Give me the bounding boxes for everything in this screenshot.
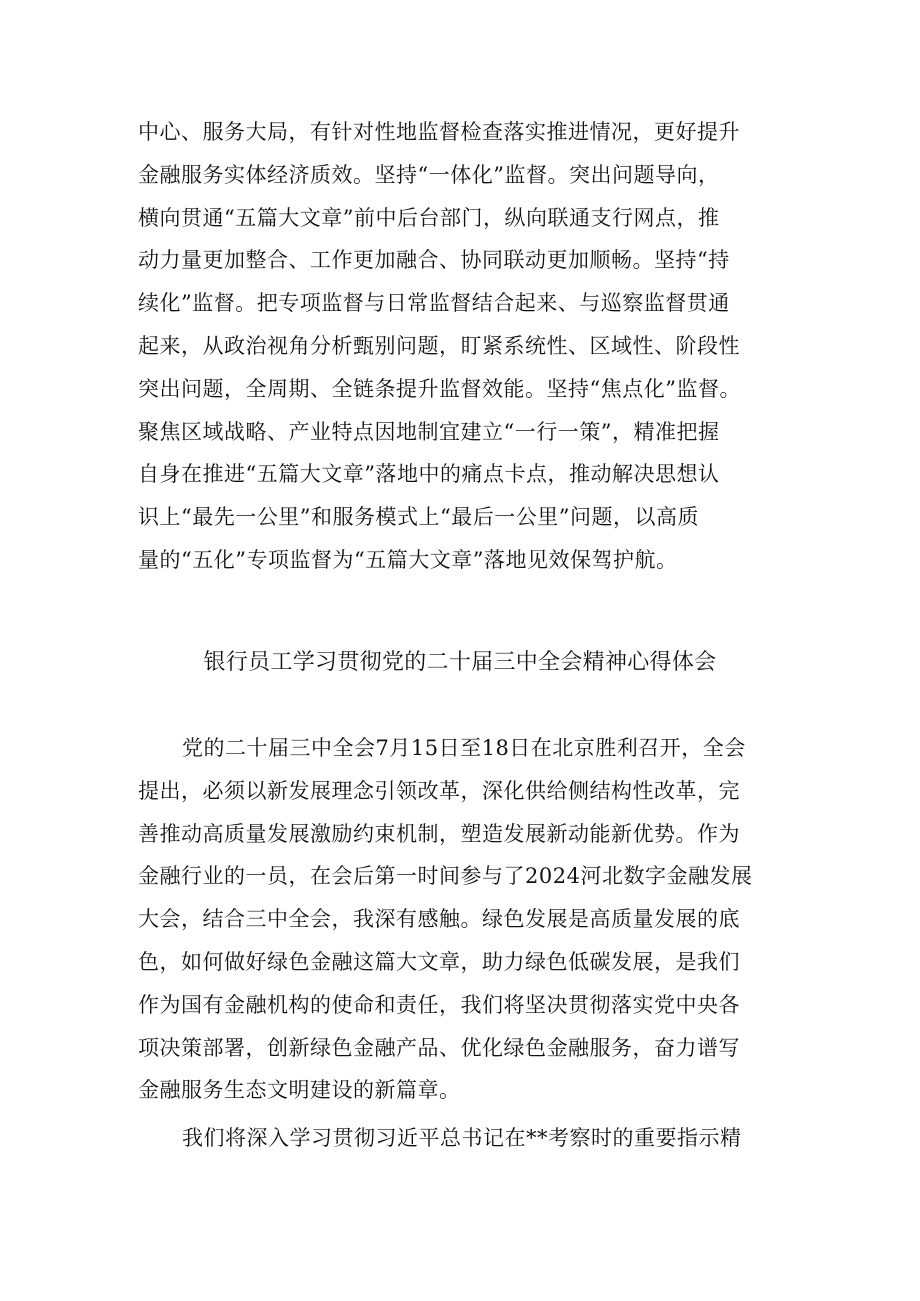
paragraph-2 [138, 1117, 798, 1160]
paragraph-line: 提出，必须以新发展理念引领改革，深化供给侧结构性改革，完 [138, 778, 740, 803]
paragraph-line: 色，如何做好绿色金融这篇大文章，助力绿色低碳发展，是我们 [138, 949, 740, 974]
paragraph-line: 起来，从政治视角分析甄别问题，盯紧系统性、区域性、阶段性 [138, 333, 740, 358]
paragraph-line: 动力量更加整合、工作更加融合、协同联动更加顺畅。坚持“持 [138, 248, 730, 273]
paragraph-line: 识上“最先一公里”和服务模式上“最后一公里”问题，以高质 [138, 505, 699, 530]
paragraph-line: 量的“五化”专项监督为“五篇大文章”落地见效保驾护航。 [138, 547, 678, 572]
paragraph-line: 金融服务实体经济质效。坚持“一体化”监督。突出问题导向， [138, 162, 720, 187]
paragraph-line: 善推动高质量发展激励约束机制，塑造发展新动能新优势。作为 [138, 821, 740, 846]
paragraph-line: 作为国有金融机构的使命和责任，我们将坚决贯彻落实党中央各 [138, 992, 740, 1017]
paragraph-line: 党的二十届三中全会7月15日至18日在北京胜利召开，全会 [182, 736, 746, 760]
paragraph-1 [138, 727, 798, 1112]
paragraph-line: 自身在推进“五篇大文章”落地中的痛点卡点，推动解决思想认 [138, 462, 720, 487]
paragraph-line: 我们将深入学习贯彻习近平总书记在**考察时的重要指示精 [182, 1126, 742, 1150]
paragraph-line: 项决策部署，创新绿色金融产品、优化绿色金融服务，奋力谱写 [138, 1035, 740, 1060]
paragraph-line: 横向贯通“五篇大文章”前中后台部门，纵向联通支行网点，推 [138, 205, 720, 230]
paragraph-line: 大会，结合三中全会，我深有感触。绿色发展是高质量发展的底 [138, 907, 740, 932]
paragraph-line: 金融服务生态文明建设的新篇章。 [138, 1078, 461, 1103]
paragraph-line: 聚焦区域战略、产业特点因地制宜建立“一行一策”，精准把握 [138, 419, 720, 444]
previous-paragraph [138, 111, 798, 582]
paragraph-line: 突出问题，全周期、全链条提升监督效能。坚持“焦点化”监督。 [138, 376, 741, 401]
paragraph-line: 续化”监督。把专项监督与日常监督结合起来、与巡察监督贯通 [138, 291, 730, 316]
paragraph-line: 金融行业的一员，在会后第一时间参与了2024河北数字金融发展 [138, 864, 753, 889]
paragraph-line: 中心、服务大局，有针对性地监督检查落实推进情况，更好提升 [138, 120, 740, 144]
article-heading: 银行员工学习贯彻党的二十届三中全会精神心得体会 [203, 650, 717, 675]
